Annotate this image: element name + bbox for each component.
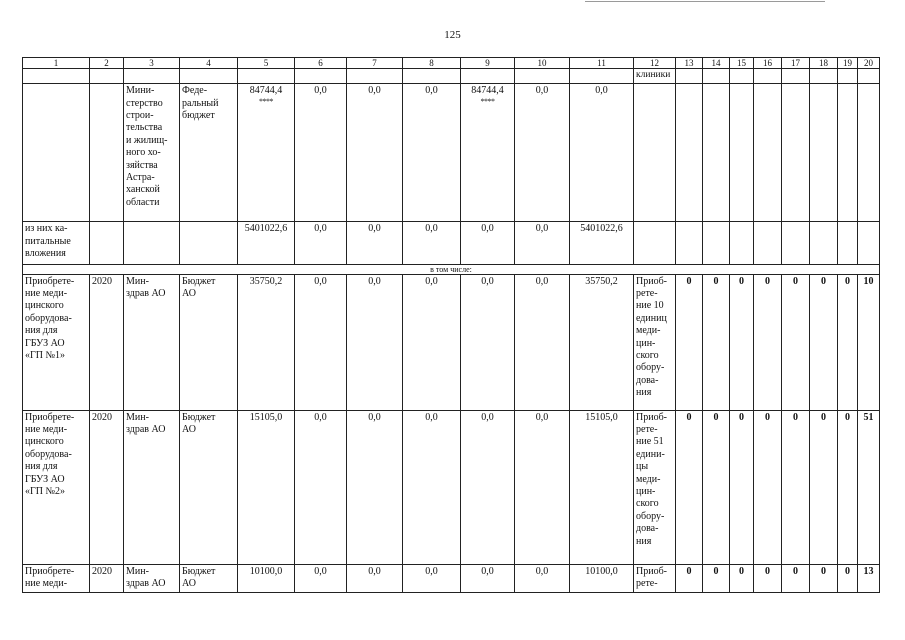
indicator-value: 0 [810, 410, 838, 564]
indicator-value: 0 [810, 274, 838, 410]
capital-investment-row [23, 222, 880, 264]
table-row [23, 410, 880, 564]
responsible-party: Мин- здрав АО [124, 274, 180, 410]
column-number: 2 [90, 58, 124, 69]
cell-amount: 0,0 [295, 84, 347, 222]
section-row [23, 264, 880, 274]
column-number: 10 [515, 58, 570, 69]
column-number: 3 [124, 58, 180, 69]
cell-amount: 0,0 [295, 410, 347, 564]
cell-amount: 0,0 [515, 84, 570, 222]
cell-amount: 0,0 [347, 84, 403, 222]
indicator-value: 51 [858, 410, 880, 564]
cell-amount: 0,0 [461, 410, 515, 564]
year: 2020 [90, 274, 124, 410]
column-number-row [23, 58, 880, 69]
indicator-value: 0 [703, 410, 730, 564]
item-name: Приобрете- ние меди- [23, 564, 90, 592]
cell-amount: 0,0 [461, 274, 515, 410]
column-number: 20 [858, 58, 880, 69]
column-number: 6 [295, 58, 347, 69]
indicator-value: 0 [782, 564, 810, 592]
cell-amount: 35750,2 [570, 274, 634, 410]
column-number: 17 [782, 58, 810, 69]
indicator-value: 0 [782, 410, 810, 564]
column-number: 12 [634, 58, 676, 69]
cell-amount: 0,0 [347, 274, 403, 410]
column-number: 14 [703, 58, 730, 69]
column-number: 13 [676, 58, 703, 69]
column-number: 5 [238, 58, 295, 69]
indicator-value: 0 [754, 274, 782, 410]
result-description: Приоб- рете- ние 51 едини- цы меди- цин- ского обору- дова- ния [634, 410, 676, 564]
cell-amount-total: 15105,0 [238, 410, 295, 564]
indicator-value: 0 [676, 274, 703, 410]
budget-table [22, 57, 880, 593]
ministry-row [23, 84, 880, 222]
scan-artifact-line [585, 1, 825, 2]
cell-amount: 0,0 [347, 222, 403, 264]
column-number: 15 [730, 58, 754, 69]
indicator-value: 0 [730, 410, 754, 564]
indicator-value: 13 [858, 564, 880, 592]
cell-12: клиники [634, 69, 676, 84]
cell-amount: 0,0 [515, 564, 570, 592]
cell-amount: 84744,4 **** [461, 84, 515, 222]
cell-amount-total: 84744,4 **** [238, 84, 295, 222]
cell-amount: 5401022,6 [570, 222, 634, 264]
funding-source: Бюджет АО [180, 410, 238, 564]
column-number: 9 [461, 58, 515, 69]
cell-amount: 0,0 [515, 274, 570, 410]
year: 2020 [90, 564, 124, 592]
column-number: 19 [838, 58, 858, 69]
funding-source: Бюджет АО [180, 564, 238, 592]
responsible-ministry: Мини- стерство строи- тельства и жилищ- ного хо- зяйства Астра- ханской области [124, 84, 180, 222]
year: 2020 [90, 410, 124, 564]
indicator-value: 0 [730, 274, 754, 410]
indicator-value: 0 [782, 274, 810, 410]
indicator-value: 0 [838, 410, 858, 564]
item-name: Приобрете- ние меди- цинского оборудова- ния для ГБУЗ АО «ГП №1» [23, 274, 90, 410]
cell-amount-total: 10100,0 [238, 564, 295, 592]
indicator-value: 0 [754, 564, 782, 592]
indicator-value: 0 [703, 564, 730, 592]
cell-amount: 0,0 [403, 274, 461, 410]
indicator-value: 0 [810, 564, 838, 592]
column-number: 11 [570, 58, 634, 69]
page-number: 125 [444, 29, 461, 41]
table-row [23, 274, 880, 410]
result-description: Приоб- рете- ние 10 единиц меди- цин- ского обору- дова- ния [634, 274, 676, 410]
cell-amount: 0,0 [570, 84, 634, 222]
result-description: Приоб- рете- [634, 564, 676, 592]
indicator-value: 0 [838, 274, 858, 410]
cell-amount: 0,0 [461, 222, 515, 264]
cell-amount: 0,0 [403, 84, 461, 222]
indicator-value: 0 [676, 410, 703, 564]
responsible-party: Мин- здрав АО [124, 410, 180, 564]
section-label: в том числе: [23, 264, 880, 274]
indicator-value: 0 [754, 410, 782, 564]
indicator-value: 0 [838, 564, 858, 592]
indicator-value: 0 [730, 564, 754, 592]
column-number: 1 [23, 58, 90, 69]
responsible-party: Мин- здрав АО [124, 564, 180, 592]
cell-amount: 0,0 [403, 410, 461, 564]
cell-amount: 0,0 [403, 222, 461, 264]
item-name: Приобрете- ние меди- цинского оборудова- ния для ГБУЗ АО «ГП №2» [23, 410, 90, 564]
cell-amount: 15105,0 [570, 410, 634, 564]
cell-amount-total: 5401022,6 [238, 222, 295, 264]
funding-source: Феде- ральный бюджет [180, 84, 238, 222]
cell-amount: 0,0 [295, 564, 347, 592]
cell-amount: 0,0 [515, 410, 570, 564]
cell-amount: 0,0 [295, 274, 347, 410]
cell-amount-total: 35750,2 [238, 274, 295, 410]
indicator-value: 0 [703, 274, 730, 410]
funding-source: Бюджет АО [180, 274, 238, 410]
column-number: 16 [754, 58, 782, 69]
column-number: 4 [180, 58, 238, 69]
cell-amount: 0,0 [347, 564, 403, 592]
row-label: из них ка- питальные вложения [23, 222, 90, 264]
cell-amount: 0,0 [461, 564, 515, 592]
indicator-value: 10 [858, 274, 880, 410]
cell-amount: 0,0 [295, 222, 347, 264]
continuation-row [23, 69, 880, 84]
cell-amount: 0,0 [515, 222, 570, 264]
indicator-value: 0 [676, 564, 703, 592]
cell-amount: 0,0 [347, 410, 403, 564]
cell-amount: 0,0 [403, 564, 461, 592]
column-number: 18 [810, 58, 838, 69]
column-number: 8 [403, 58, 461, 69]
table-row [23, 564, 880, 592]
cell-amount: 10100,0 [570, 564, 634, 592]
column-number: 7 [347, 58, 403, 69]
